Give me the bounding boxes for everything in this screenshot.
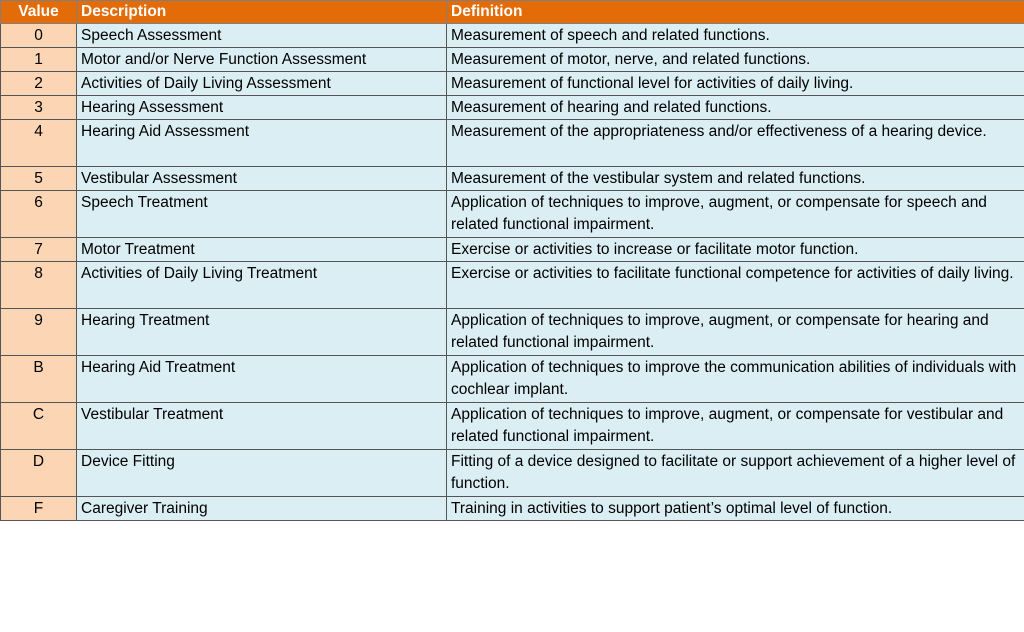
description-cell: Speech Treatment: [77, 191, 447, 238]
table-row: [1, 167, 1024, 191]
definition-cell: Application of techniques to improve, augment, or compensate for speech and related functional impairment.: [447, 191, 1024, 238]
definition-cell: Exercise or activities to facilitate functional competence for activities of daily living.: [447, 262, 1024, 309]
description-cell: Hearing Assessment: [77, 96, 447, 120]
value-cell: 7: [1, 238, 77, 262]
value-cell: D: [1, 450, 77, 497]
table-row: [1, 96, 1024, 120]
definition-cell: Application of techniques to improve, augment, or compensate for vestibular and related functional impairment.: [447, 403, 1024, 450]
value-cell: F: [1, 497, 77, 521]
table-row: [1, 24, 1024, 48]
value-cell: 3: [1, 96, 77, 120]
value-cell: 2: [1, 72, 77, 96]
header-value: Value: [1, 1, 77, 24]
table-row: [1, 450, 1024, 497]
definition-cell: Measurement of motor, nerve, and related functions.: [447, 48, 1024, 72]
header-definition: Definition: [447, 1, 1024, 24]
value-cell: 4: [1, 120, 77, 167]
definition-cell: Measurement of the vestibular system and related functions.: [447, 167, 1024, 191]
description-cell: Caregiver Training: [77, 497, 447, 521]
table-row: [1, 48, 1024, 72]
description-cell: Motor and/or Nerve Function Assessment: [77, 48, 447, 72]
table-row: [1, 120, 1024, 167]
definition-cell: Measurement of functional level for activities of daily living.: [447, 72, 1024, 96]
description-cell: Vestibular Assessment: [77, 167, 447, 191]
description-cell: Device Fitting: [77, 450, 447, 497]
definition-cell: Application of techniques to improve the communication abilities of individuals with cochlear implant.: [447, 356, 1024, 403]
value-cell: 9: [1, 309, 77, 356]
definition-cell: Measurement of speech and related functions.: [447, 24, 1024, 48]
value-cell: C: [1, 403, 77, 450]
description-cell: Speech Assessment: [77, 24, 447, 48]
table-row: [1, 309, 1024, 356]
value-cell: B: [1, 356, 77, 403]
table-row: [1, 191, 1024, 238]
header-row: [1, 1, 1024, 24]
description-cell: Hearing Aid Assessment: [77, 120, 447, 167]
description-cell: Motor Treatment: [77, 238, 447, 262]
value-cell: 5: [1, 167, 77, 191]
description-cell: Vestibular Treatment: [77, 403, 447, 450]
value-cell: 1: [1, 48, 77, 72]
definition-cell: Measurement of the appropriateness and/or effectiveness of a hearing device.: [447, 120, 1024, 167]
table-row: [1, 403, 1024, 450]
value-cell: 0: [1, 24, 77, 48]
description-cell: Hearing Aid Treatment: [77, 356, 447, 403]
table-row: [1, 497, 1024, 521]
table-row: [1, 72, 1024, 96]
definition-cell: Application of techniques to improve, augment, or compensate for hearing and related functional impairment.: [447, 309, 1024, 356]
table-row: [1, 262, 1024, 309]
description-cell: Hearing Treatment: [77, 309, 447, 356]
description-cell: Activities of Daily Living Assessment: [77, 72, 447, 96]
table-row: [1, 356, 1024, 403]
header-description: Description: [77, 1, 447, 24]
definition-cell: Exercise or activities to increase or facilitate motor function.: [447, 238, 1024, 262]
value-cell: 6: [1, 191, 77, 238]
value-cell: 8: [1, 262, 77, 309]
definition-cell: Fitting of a device designed to facilitate or support achievement of a higher level of function.: [447, 450, 1024, 497]
description-cell: Activities of Daily Living Treatment: [77, 262, 447, 309]
definition-cell: Measurement of hearing and related functions.: [447, 96, 1024, 120]
table-row: [1, 238, 1024, 262]
definition-cell: Training in activities to support patient’s optimal level of function.: [447, 497, 1024, 521]
